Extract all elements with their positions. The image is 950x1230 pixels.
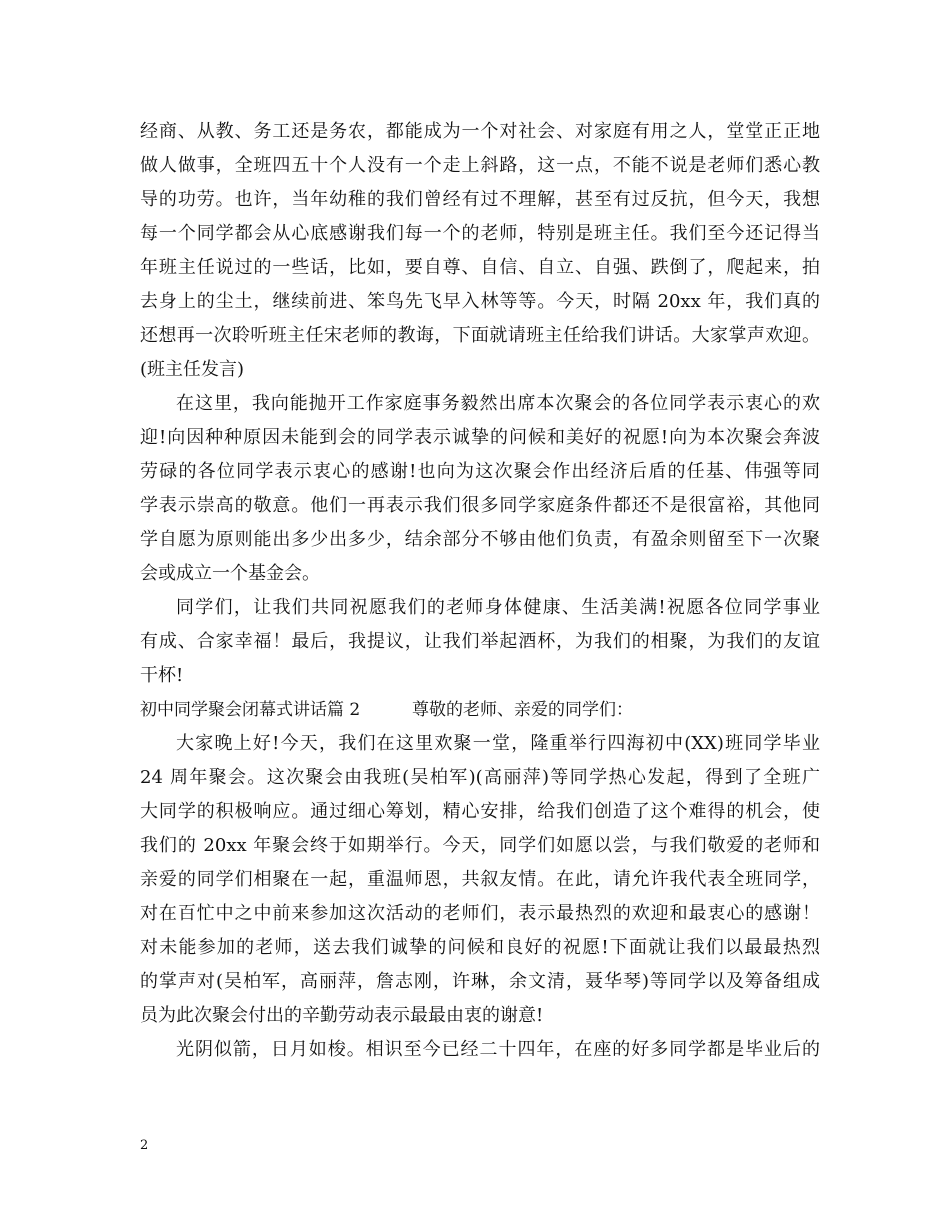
text-line: 的掌声对(吴柏军，高丽萍，詹志刚，许琳，余文清，聂华琴)等同学以及筹备组成 <box>140 971 820 992</box>
document-body <box>140 115 820 1067</box>
text-line: 在这里，我向能抛开工作家庭事务毅然出席本次聚会的各位同学表示衷心的欢 <box>176 393 820 414</box>
section-title: 初中同学聚会闭幕式讲话篇 2 <box>140 700 361 720</box>
paragraph-time <box>140 1033 820 1067</box>
text-line: 对在百忙中之中前来参加这次活动的老师们，表示最热烈的欢迎和最衷心的感谢！ <box>140 903 820 924</box>
text-line: 每一个同学都会从心底感谢我们每一个的老师，特别是班主任。我们至今还记得当 <box>140 223 820 244</box>
text-line: 同学们，让我们共同祝愿我们的老师身体健康、生活美满!祝愿各位同学事业 <box>176 597 820 618</box>
text-line: 学自愿为原则能出多少出多少，结余部分不够由他们负责，有盈余则留至下一次聚 <box>140 529 820 550</box>
text-line: 员为此次聚会付出的辛勤劳动表示最最由衷的谢意! <box>140 1005 544 1026</box>
text-line: 还想再一次聆听班主任宋老师的教诲，下面就请班主任给我们讲话。大家掌声欢迎。 <box>140 325 820 346</box>
paragraph-opening <box>140 727 820 1033</box>
text-line: 迎!向因种种原因未能到会的同学表示诚挚的问候和美好的祝愿!向为本次聚会奔波 <box>140 427 820 448</box>
text-line: 会或成立一个基金会。 <box>140 563 320 584</box>
text-line: 光阴似箭，日月如梭。相识至今已经二十四年，在座的好多同学都是毕业后的 <box>176 1039 820 1060</box>
text-line: 我们的 20xx 年聚会终于如期举行。今天，同学们如愿以尝，与我们敬爱的老师和 <box>140 835 820 856</box>
text-line: 经商、从教、务工还是务农，都能成为一个对社会、对家庭有用之人，堂堂正正地 <box>140 121 820 142</box>
text-line: (班主任发言) <box>140 359 245 380</box>
text-line: 劳碌的各位同学表示衷心的感谢!也向为这次聚会作出经济后盾的任基、伟强等同 <box>140 461 820 482</box>
text-line: 做人做事，全班四五十个人没有一个走上斜路，这一点，不能不说是老师们悉心教 <box>140 155 820 176</box>
paragraph-welcome <box>140 387 820 591</box>
page-number: 2 <box>140 1138 149 1153</box>
paragraph-continued <box>140 115 820 387</box>
section-heading <box>140 693 820 727</box>
text-line: 24 周年聚会。这次聚会由我班(吴柏军)(高丽萍)等同学热心发起，得到了全班广 <box>140 767 820 788</box>
text-line: 亲爱的同学们相聚在一起，重温师恩，共叙友情。在此，请允许我代表全班同学， <box>140 869 820 890</box>
text-line: 对未能参加的老师，送去我们诚挚的问候和良好的祝愿!下面就让我们以最最热烈 <box>140 937 820 958</box>
text-line: 学表示崇高的敬意。他们一再表示我们很多同学家庭条件都还不是很富裕，其他同 <box>140 495 820 516</box>
text-line: 导的功劳。也许，当年幼稚的我们曾经有过不理解，甚至有过反抗，但今天，我想 <box>140 189 820 210</box>
text-line: 年班主任说过的一些话，比如，要自尊、自信、自立、自强、跌倒了，爬起来，拍 <box>140 257 820 278</box>
paragraph-toast <box>140 591 820 693</box>
section-greeting: 尊敬的老师、亲爱的同学们： <box>412 700 633 720</box>
text-line: 干杯! <box>140 665 184 686</box>
text-line: 有成、合家幸福！最后，我提议，让我们举起酒杯，为我们的相聚，为我们的友谊 <box>140 631 820 652</box>
text-line: 大家晚上好!今天，我们在这里欢聚一堂，隆重举行四海初中(XX)班同学毕业 <box>176 733 820 754</box>
text-line: 去身上的尘土，继续前进、笨鸟先飞早入林等等。今天，时隔 20xx 年，我们真的 <box>140 291 820 312</box>
text-line: 大同学的积极响应。通过细心筹划，精心安排，给我们创造了这个难得的机会，使 <box>140 801 820 822</box>
